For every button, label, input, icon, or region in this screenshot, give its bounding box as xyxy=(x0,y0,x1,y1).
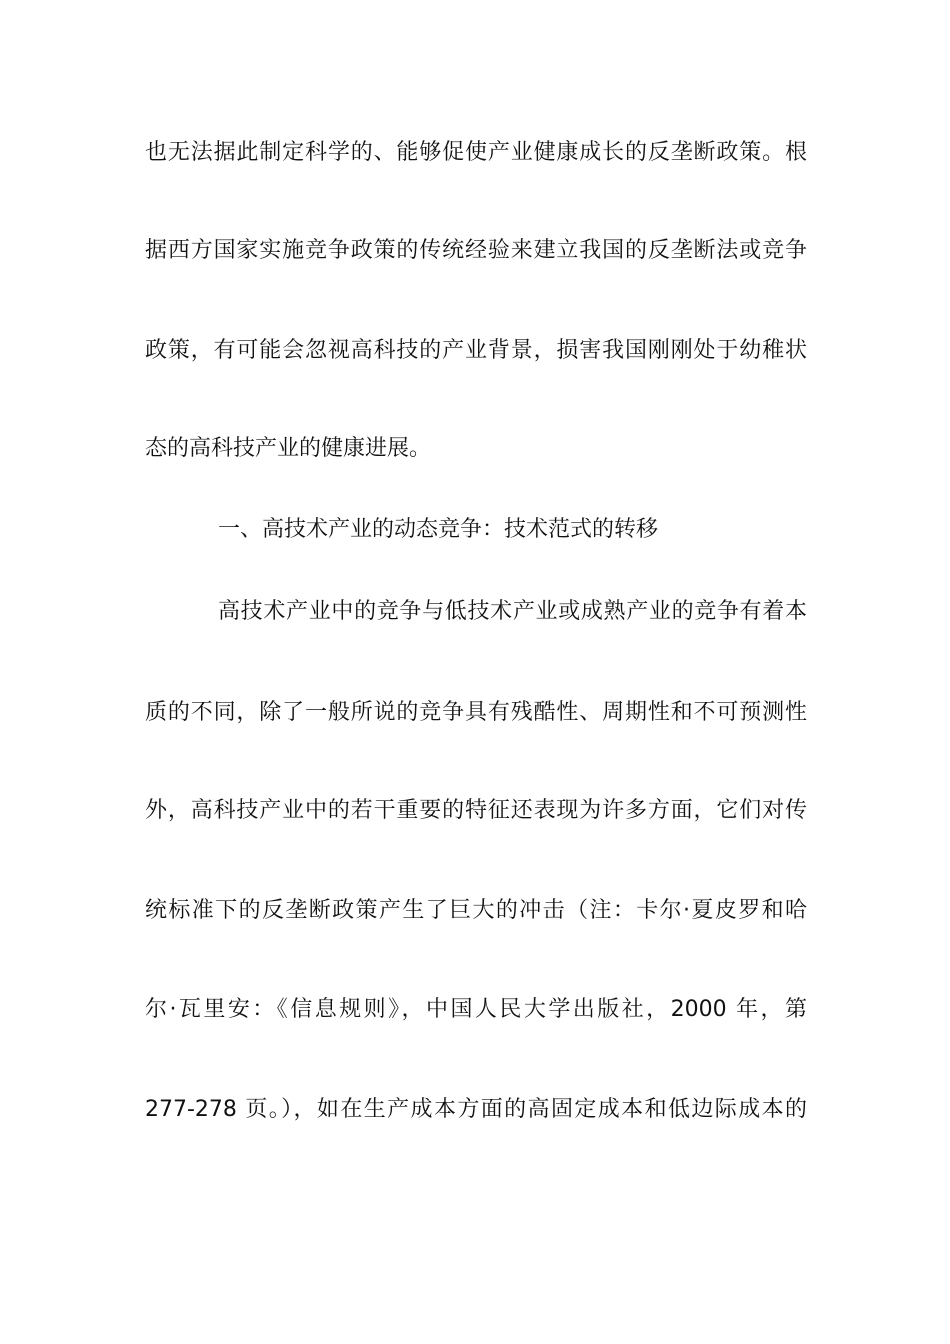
paragraph-line: 高技术产业中的竞争与低技术产业或成熟产业的竞争有着本 xyxy=(218,599,807,624)
paragraph-line: 277-278 页。），如在生产成本方面的高固定成本和低边际成本的 xyxy=(145,1097,807,1122)
section-heading: 一、高技术产业的动态竞争：技术范式的转移 xyxy=(218,517,659,542)
paragraph-line: 质的不同，除了一般所说的竞争具有残酷性、周期性和不可预测性 xyxy=(145,700,807,725)
paragraph-line: 统标准下的反垄断政策产生了巨大的冲击（注：卡尔·夏皮罗和哈 xyxy=(145,898,807,923)
paragraph-line: 外，高科技产业中的若干重要的特征还表现为许多方面，它们对传 xyxy=(145,798,807,823)
paragraph-line: 尔·瓦里安：《信息规则》，中国人民大学出版社，2000 年，第 xyxy=(145,997,807,1022)
paragraph-line: 态的高科技产业的健康进展。 xyxy=(145,436,432,461)
paragraph-line: 也无法据此制定科学的、能够促使产业健康成长的反垄断政策。根 xyxy=(145,140,807,165)
paragraph-line: 据西方国家实施竞争政策的传统经验来建立我国的反垄断法或竞争 xyxy=(145,238,807,263)
paragraph-line: 政策，有可能会忽视高科技的产业背景，损害我国刚刚处于幼稚状 xyxy=(145,338,807,363)
